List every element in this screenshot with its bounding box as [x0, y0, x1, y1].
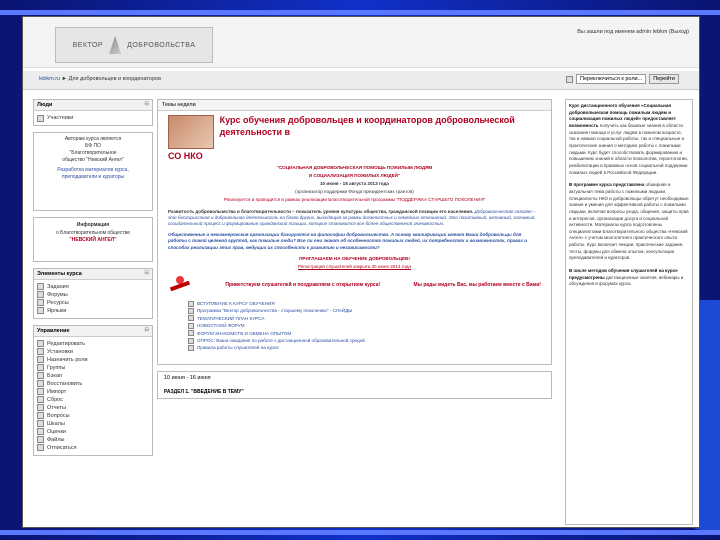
- admin-item-label: Оценки: [47, 428, 66, 435]
- resource-label: ФОРУМ ЗНАКОМСТВ И ОБМЕНА ОПЫТОМ: [197, 330, 292, 336]
- admin-item[interactable]: [37, 372, 149, 380]
- admin-item[interactable]: [37, 412, 149, 420]
- admin-item-icon: [37, 356, 44, 363]
- resource-label: ТЕМАТИЧЕСКИЙ ПЛАН КУРСА: [197, 315, 265, 321]
- resource-link[interactable]: [188, 322, 541, 329]
- author-line-3: "Благотворительное: [69, 150, 117, 156]
- admin-item-icon: [37, 380, 44, 387]
- resource-link[interactable]: [188, 329, 541, 336]
- login-info[interactable]: Вы зашли под именем admin lebkm (Выход): [577, 29, 689, 35]
- navbar: [23, 71, 699, 90]
- program-line-2: И СОЦИАЛИЗАЦИЯ ПОЖИЛЫХ ЛЮДЕЙ": [308, 173, 401, 178]
- admin-item-icon: [37, 348, 44, 355]
- admin-item[interactable]: [37, 356, 149, 364]
- admin-item[interactable]: [37, 388, 149, 396]
- author-line-2: БФ ПО: [85, 143, 101, 149]
- people-title: Люди ⊟: [34, 100, 152, 111]
- resource-label: Программа "Вектор добровольчества - старшему поколению" - СЛАЙДЫ: [197, 308, 353, 314]
- resource-label: Правила работы слушателей на курсе: [197, 345, 279, 351]
- resource-link[interactable]: [188, 344, 541, 351]
- welcome-row: [168, 276, 541, 294]
- hands-image: [168, 115, 214, 149]
- resource-list: [188, 300, 541, 352]
- label-icon: [37, 307, 44, 314]
- resource-icon: [188, 338, 194, 344]
- desc-body: получить как базовые знания в области оказания помощи и услуг людям в пожилом возрасте, так и навыки социальной работы, так и специальные и практические знания о методике работы с пожилыми людьми. Курс будет способствовать формированию и повышению знаний в области психологии, геронтологии, реабилитации и правовых основ социальной поддержки пожилых людей в Российской Федерации.: [569, 122, 689, 175]
- topic-header: Темы недели: [158, 100, 551, 111]
- admin-item-label: Отчеты: [47, 404, 67, 411]
- desc-title-2: В программе курса представлена: [569, 182, 645, 188]
- browser-screenshot: [22, 16, 700, 528]
- admin-item-label: Сброс: [47, 396, 63, 403]
- desc-title: Курс дистанционного обучения «Социальная добровольческая помощь пожилым людям и социализация пожилых людей» предоставляет возможность: [569, 103, 676, 128]
- admin-item-icon: [37, 388, 44, 395]
- desc-title-3: В числе методов обучения слушателей на курсе предусмотрены: [569, 268, 678, 280]
- resource-icon: [188, 323, 194, 329]
- site-header: [23, 17, 699, 68]
- collapse-icon[interactable]: ⊟: [144, 101, 149, 107]
- admin-item-icon: [37, 412, 44, 419]
- admin-item-icon: [37, 444, 44, 451]
- invite-line: ПРИГЛАШАЕМ НА ОБУЧЕНИЕ ДОБРОВОЛЬЦЕВ!: [299, 255, 410, 261]
- author-block: [33, 132, 153, 211]
- resource-label: ВСТУПЛЕНИЕ К КУРСУ ОБУЧЕНИЯ: [197, 301, 275, 307]
- admin-item-icon: [37, 436, 44, 443]
- admin-item-label: Группы: [47, 364, 66, 371]
- sail-icon: [109, 36, 121, 54]
- info-block: [33, 217, 153, 262]
- resource-link[interactable]: [188, 315, 541, 322]
- elements-title: Элементы курса: [37, 270, 82, 277]
- admin-item-label: Назначить роли: [47, 356, 88, 363]
- support-note: (организатор поддержки Фонда президентских грантов): [295, 189, 414, 195]
- week-title: 10 июня - 16 июня: [164, 374, 211, 381]
- role-go-button[interactable]: Перейти: [649, 74, 679, 84]
- admin-item-label: Бэкап: [47, 372, 62, 379]
- admin-item[interactable]: [37, 404, 149, 412]
- admin-item-icon: [37, 340, 44, 347]
- mascot-icon: [168, 276, 192, 294]
- admin-item[interactable]: [37, 340, 149, 348]
- admin-item[interactable]: [37, 364, 149, 372]
- paragraph-2: Общественные и некоммерческие организации базируются на философии добровольчества. А основу квалификации имеют Ваши добровольцы для работы с такой целевой группой, как пожилые люди? Все ли они знают об особенностях пожилых людей, их потребностях и возможностях, правах и способах реализации этих прав, ведущих их способности к развитию и независимости?: [168, 232, 528, 250]
- author-line-1: Авторам курса является: [64, 136, 122, 142]
- slide-stripe-bottom: [0, 530, 720, 535]
- user-icon: [566, 76, 573, 83]
- admin-item-label: Вопросы: [47, 412, 70, 419]
- admin-item-label: Редактировать: [47, 340, 85, 347]
- center-column: [157, 99, 552, 528]
- element-labels[interactable]: Ярлыки: [37, 307, 149, 315]
- breadcrumb-separator: ►: [61, 76, 68, 82]
- admin-item-icon: [37, 420, 44, 427]
- admin-item-label: Отписаться: [47, 444, 77, 451]
- week-block: [157, 371, 552, 399]
- course-description-block: [565, 99, 693, 525]
- forum-icon: [37, 291, 44, 298]
- left-column: [33, 99, 153, 462]
- admin-item-icon: [37, 372, 44, 379]
- admin-block: [33, 325, 153, 456]
- collapse-icon[interactable]: ⊟: [144, 269, 149, 276]
- role-switcher: [566, 74, 679, 84]
- admin-item-icon: [37, 404, 44, 411]
- info-line-2: о Благотворительном обществе: [55, 229, 131, 236]
- resource-label: ОПРОС: Ваши ожидания по работе с дистанционной образовательной средой: [197, 338, 365, 344]
- logo-right-text: ДОБРОВОЛЬСТВА: [127, 41, 196, 49]
- resource-icon: [188, 315, 194, 321]
- admin-item[interactable]: [37, 420, 149, 428]
- info-line-1: Информация: [76, 222, 110, 228]
- resource-label: НОВОСТНОЙ ФОРУМ: [197, 323, 245, 329]
- topic-block: [157, 99, 552, 365]
- desc-body-3: дистанционные занятия, вебинары и обсуждения в форумах курса.: [569, 274, 684, 287]
- admin-item[interactable]: [37, 396, 149, 404]
- admin-item-label: Импорт: [47, 388, 67, 395]
- admin-item-icon: [37, 396, 44, 403]
- course-dates: 10 июня - 18 августа 2013 года: [320, 181, 389, 186]
- welcome-left: Приветствуем слушателей и поздравляем с открытием курса!: [225, 281, 381, 288]
- realized-note: Реализуется и проводится в рамках реализации Благотворительной программы "ПОДДЕРЖКА СТАРШЕГО ПОКОЛЕНИЯ": [223, 197, 486, 203]
- admin-list: [34, 337, 152, 455]
- admin-title: Управление: [37, 327, 70, 334]
- resource-link[interactable]: [188, 300, 541, 307]
- admin-item[interactable]: [37, 348, 149, 356]
- welcome-right: Мы рады видеть Вас, мы работаем вместе с Вами!: [413, 281, 541, 288]
- resource-link[interactable]: [188, 337, 541, 344]
- admin-item-label: Шкалы: [47, 420, 65, 427]
- admin-item-icon: [37, 364, 44, 371]
- slide-stripe-top: [0, 10, 720, 15]
- resource-icon: [188, 345, 194, 351]
- admin-item-icon: [37, 428, 44, 435]
- logo-left-text: ВЕКТОР: [72, 41, 104, 49]
- admin-item-label: Файлы: [47, 436, 65, 443]
- section-title: РАЗДЕЛ 1. "ВВЕДЕНИЕ В ТЕМУ": [164, 388, 244, 395]
- resource-icon: [188, 308, 194, 314]
- admin-item[interactable]: [37, 444, 149, 452]
- desc-body-2: обширная и актуальная тема работы с пожилыми людьми. Специалисты НКО и добровольцы обретут необходимые знания и умения для эффективной работы с пожилыми людьми, включая вопросы ухода, общения, защиты прав и интересов, организации досуга и социальной активности. Материалы курса подготовлены специалистами Благотворительного общества «Невский Ангел» с учетом многолетнего практического опыта работы. Курс включает лекции, практические задания, тесты, форумы для обмена опытом, консультации преподавателей и кураторов.: [569, 182, 689, 261]
- element-resources[interactable]: Ресурсы: [37, 299, 149, 307]
- resource-icon: [188, 301, 194, 307]
- author-line-6[interactable]: преподаватели и кураторы: [61, 174, 125, 180]
- course-title-nko: СО НКО: [168, 151, 203, 161]
- resource-icon: [37, 299, 44, 306]
- author-line-5[interactable]: Разработка материалов курса,: [57, 167, 129, 173]
- collapse-icon[interactable]: ⊟: [144, 326, 149, 333]
- admin-item-label: Установки: [47, 348, 73, 355]
- admin-item[interactable]: [37, 428, 149, 436]
- admin-item-label: Восстановить: [47, 380, 83, 387]
- users-icon: [37, 115, 44, 122]
- course-elements-block: [33, 268, 153, 319]
- info-line-3[interactable]: "НЕВСКИЙ АНГЕЛ": [69, 237, 117, 243]
- breadcrumb-home[interactable]: lebkm.ru: [39, 76, 61, 82]
- admin-item[interactable]: [37, 380, 149, 388]
- registration-link[interactable]: Регистрация слушателей закрыта 30 июня 2013 года: [298, 263, 411, 269]
- right-column: [565, 99, 693, 528]
- course-intro: [158, 111, 551, 364]
- people-block: [33, 99, 153, 126]
- site-logo[interactable]: [55, 27, 213, 63]
- admin-item[interactable]: [37, 436, 149, 444]
- paragraph-1: Развитость добровольчества и благотворительности – показатель уровня культуры общества, гражданской позиции его населения. Добровольчество сегодня – это бескорыстная и добровольная деятельность на благо других, выходящая за рамки должностных и семейных отношений. Это позитивный, активный, значимый, созидательный процесс и формирование гражданской позиции, которое становится все более общественной значимостью.: [168, 208, 536, 226]
- program-line-1: "СОЦИАЛЬНАЯ ДОБРОВОЛЬЧЕСКАЯ ПОМОЩЬ ПОЖИЛЫМ ЛЮДЯМ: [276, 165, 433, 170]
- resource-link[interactable]: [188, 307, 541, 314]
- element-forums[interactable]: Форумы: [37, 291, 149, 299]
- people-participants[interactable]: Участники: [37, 114, 149, 122]
- course-title: Курс обучения добровольцев и координаторов добровольческой деятельности в: [219, 115, 515, 137]
- element-assignments[interactable]: Задания: [37, 283, 149, 291]
- breadcrumb: [39, 76, 161, 82]
- assignment-icon: [37, 283, 44, 290]
- resource-icon: [188, 330, 194, 336]
- breadcrumb-course: Для добровольцев и координаторов: [68, 76, 161, 82]
- author-line-4: общество "Невский Ангел": [62, 157, 124, 163]
- role-select[interactable]: Переключиться к роли...: [576, 74, 646, 84]
